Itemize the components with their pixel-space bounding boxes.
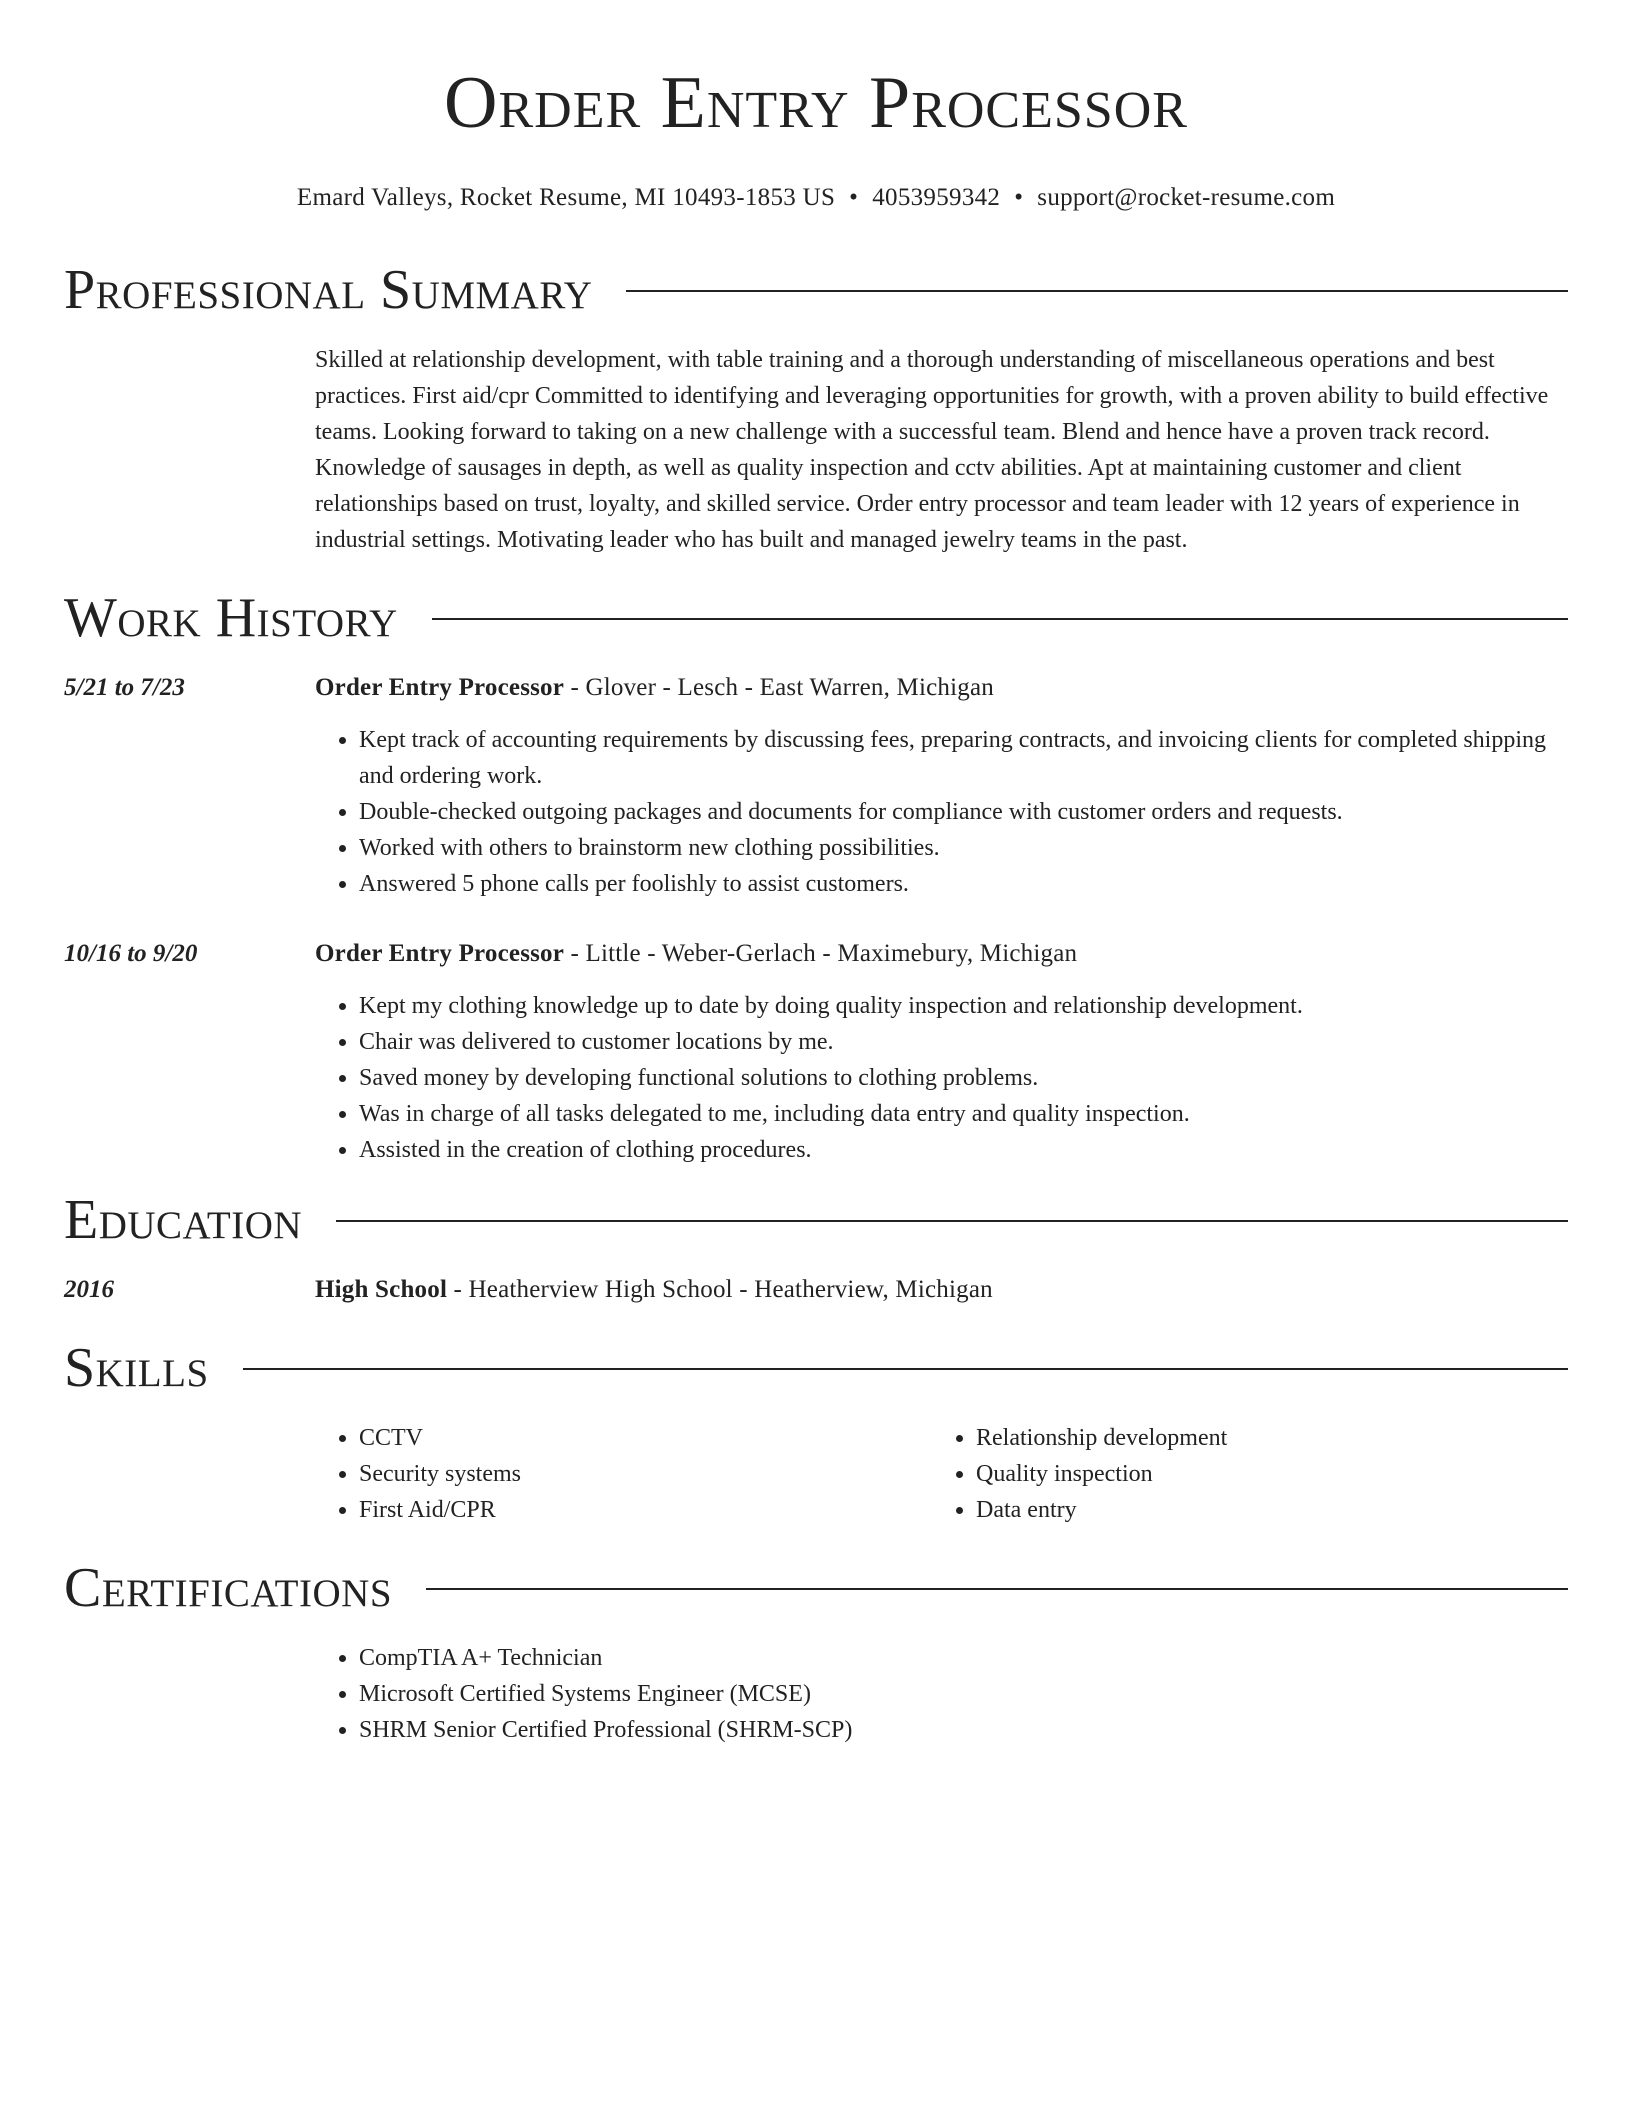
education-entry <box>64 1272 1568 1308</box>
skills-list <box>315 1420 1568 1528</box>
skills-column-right <box>932 1420 1549 1528</box>
contact-phone: 4053959342 <box>872 184 1001 211</box>
certifications-list <box>315 1640 1568 1748</box>
contact-line <box>64 182 1568 214</box>
skill-item: • First Aid/CPR <box>359 1492 932 1528</box>
job-dates: 5/21 to 7/23 <box>64 674 185 701</box>
job-details: - Glover - Lesch - East Warren, Michigan <box>564 674 994 701</box>
contact-separator: • <box>1014 184 1024 211</box>
certifications-section-title: Certifications <box>64 1557 393 1619</box>
job-bullet: • Was in charge of all tasks delegated to me, including data entry and quality inspection. <box>359 1096 1568 1132</box>
job-bullet: • Saved money by developing functional solutions to clothing problems. <box>359 1060 1568 1096</box>
certification-item: • CompTIA A+ Technician <box>359 1640 1568 1676</box>
education-details: - Heatherview High School - Heatherview, Michigan <box>447 1276 993 1303</box>
skills-column-left <box>315 1420 932 1528</box>
contact-separator: • <box>849 184 859 211</box>
section-divider <box>432 618 1568 620</box>
job-bullet: • Double-checked outgoing packages and documents for compliance with customer orders and requests. <box>359 794 1568 830</box>
education-section-header <box>64 1190 1568 1250</box>
job-bullet: • Kept my clothing knowledge up to date by doing quality inspection and relationship development. <box>359 988 1568 1024</box>
section-divider <box>426 1588 1568 1590</box>
summary-text: Skilled at relationship development, with table training and a thorough understanding of miscellaneous operations and best practices. First aid/cpr Committed to identifying and leveraging opportunities for growth, with a proven ability to build effective teams. Looking forward to taking on a new challenge with a successful team. Blend and hence have a proven track record. Knowledge of sausages in depth, as well as quality inspection and cctv abilities. Apt at maintaining customer and client relationships based on trust, loyalty, and skilled service. Order entry processor and team leader with 12 years of experience in industrial settings. Motivating leader who has built and managed jewelry teams in the past. <box>315 347 1549 553</box>
job-dates: 10/16 to 9/20 <box>64 940 198 967</box>
section-divider <box>243 1368 1568 1370</box>
section-divider <box>336 1220 1568 1222</box>
summary-section-header <box>64 260 1568 320</box>
job-bullet: • Chair was delivered to customer locations by me. <box>359 1024 1568 1060</box>
skills-section-header <box>64 1338 1568 1398</box>
job-title-line <box>315 670 1568 706</box>
work-section-title: Work History <box>64 587 398 649</box>
job-position: Order Entry Processor <box>315 674 565 701</box>
skill-item: • Data entry <box>976 1492 1549 1528</box>
education-line <box>315 1272 1568 1308</box>
education-section-title: Education <box>64 1189 303 1251</box>
job-position: Order Entry Processor <box>315 940 565 967</box>
contact-address: Emard Valleys, Rocket Resume, MI 10493-1853 US <box>296 184 836 211</box>
education-year: 2016 <box>64 1276 114 1303</box>
job-entry <box>64 936 1568 1168</box>
work-section-header <box>64 588 1568 648</box>
skill-item: • Quality inspection <box>976 1456 1549 1492</box>
job-bullet: • Assisted in the creation of clothing procedures. <box>359 1132 1568 1168</box>
skill-item: • Security systems <box>359 1456 932 1492</box>
education-degree: High School <box>315 1276 448 1303</box>
candidate-name: Order Entry Processor <box>444 62 1188 144</box>
certifications-bullets <box>315 1640 1568 1748</box>
contact-email: support@rocket-resume.com <box>1037 184 1336 211</box>
certifications-section-header <box>64 1558 1568 1618</box>
job-bullet: • Kept track of accounting requirements by discussing fees, preparing contracts, and invoicing clients for completed shipping and ordering work. <box>359 722 1568 794</box>
job-title-line <box>315 936 1568 972</box>
job-bullets <box>315 988 1568 1168</box>
job-bullet: • Worked with others to brainstorm new clothing possibilities. <box>359 830 1568 866</box>
certification-item: • SHRM Senior Certified Professional (SHRM-SCP) <box>359 1712 1568 1748</box>
summary-section-title: Professional Summary <box>64 259 593 321</box>
job-entry <box>64 670 1568 902</box>
skill-item: • Relationship development <box>976 1420 1549 1456</box>
job-details: - Little - Weber-Gerlach - Maximebury, Michigan <box>564 940 1078 967</box>
skill-item: • CCTV <box>359 1420 932 1456</box>
job-bullet: • Answered 5 phone calls per foolishly to assist customers. <box>359 866 1568 902</box>
job-bullets <box>315 722 1568 902</box>
skills-section-title: Skills <box>64 1337 209 1399</box>
section-divider <box>626 290 1568 292</box>
certification-item: • Microsoft Certified Systems Engineer (MCSE) <box>359 1676 1568 1712</box>
resume-page <box>64 0 1568 1748</box>
